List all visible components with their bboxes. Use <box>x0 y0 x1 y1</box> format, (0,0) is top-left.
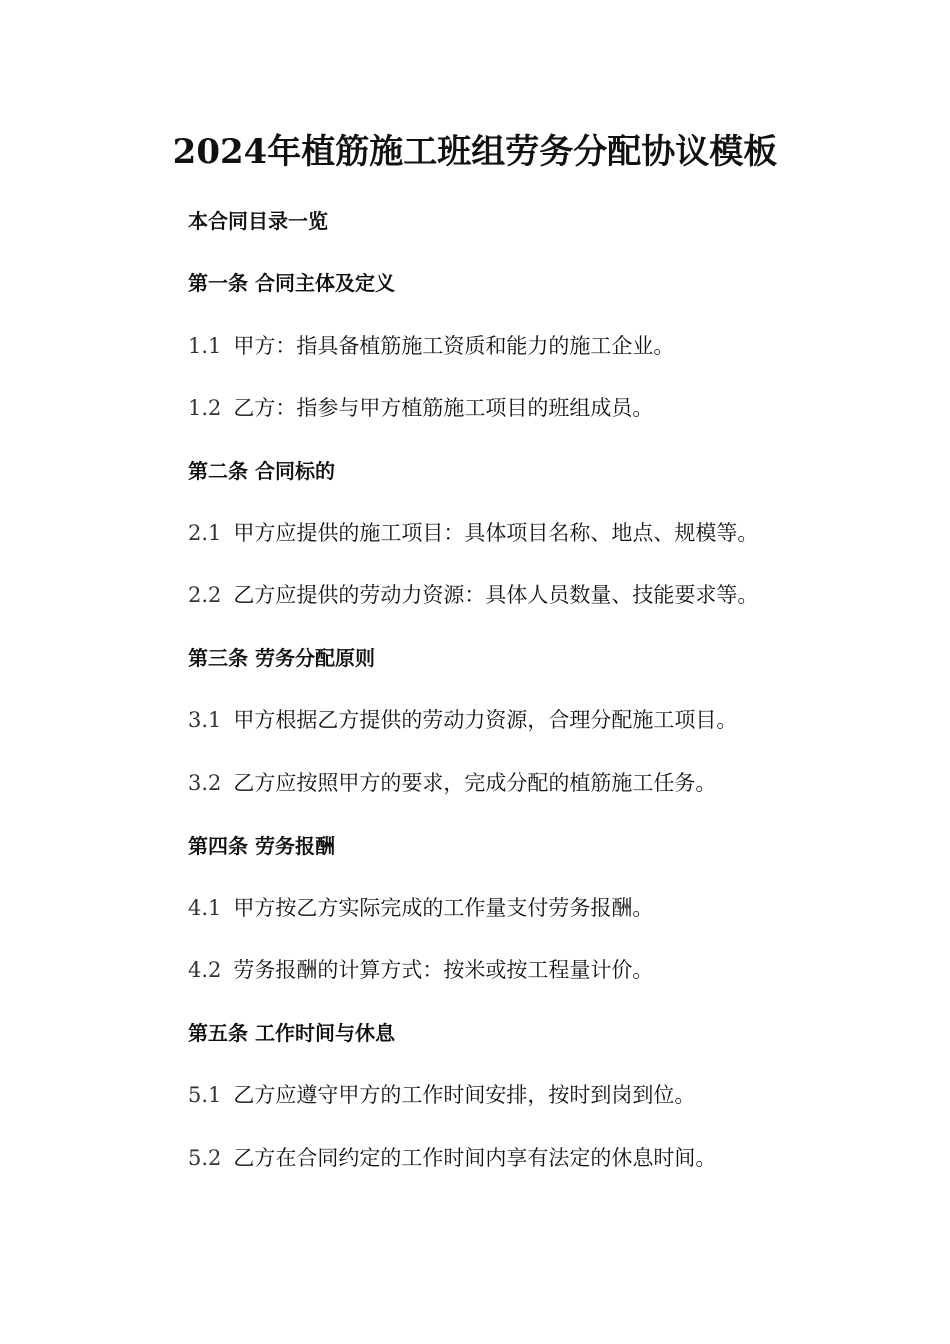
clause-text: 乙方应遵守甲方的工作时间安排，按时到岗到位。 <box>233 1083 696 1107</box>
article-heading: 第一条 合同主体及定义 <box>188 271 395 295</box>
clause-number: 5.2 <box>188 1146 222 1170</box>
clause-text: 乙方应按照甲方的要求，完成分配的植筋施工任务。 <box>233 771 717 795</box>
clause-text: 甲方：指具备植筋施工资质和能力的施工企业。 <box>233 334 675 358</box>
toc-heading: 本合同目录一览 <box>188 209 328 233</box>
clause-line <box>188 331 888 361</box>
clause-number: 5.1 <box>188 1083 222 1107</box>
clause-text: 甲方应提供的施工项目：具体项目名称、地点、规模等。 <box>233 521 759 545</box>
clause-text: 乙方：指参与甲方植筋施工项目的班组成员。 <box>233 396 654 420</box>
clause-line <box>188 580 888 610</box>
clause-text: 劳务报酬的计算方式：按米或按工程量计价。 <box>233 958 654 982</box>
clause-line <box>188 768 888 798</box>
clause-number: 3.2 <box>188 771 222 795</box>
clause-text: 乙方在合同约定的工作时间内享有法定的休息时间。 <box>233 1146 717 1170</box>
clause-line <box>188 518 888 548</box>
clause-number: 4.2 <box>188 958 222 982</box>
clause-text: 甲方根据乙方提供的劳动力资源，合理分配施工项目。 <box>233 708 738 732</box>
clause-number: 2.2 <box>188 583 222 607</box>
article-heading: 第三条 劳务分配原则 <box>188 646 375 670</box>
clause-line <box>188 705 888 735</box>
clause-line <box>188 1143 888 1173</box>
clause-text: 甲方按乙方实际完成的工作量支付劳务报酬。 <box>233 896 654 920</box>
clause-number: 1.2 <box>188 396 222 420</box>
article-heading: 第五条 工作时间与休息 <box>188 1021 395 1045</box>
clause-text: 乙方应提供的劳动力资源：具体人员数量、技能要求等。 <box>233 583 759 607</box>
clause-line <box>188 955 888 985</box>
article-heading: 第四条 劳务报酬 <box>188 834 335 858</box>
document-title: 2024年植筋施工班组劳务分配协议模板 <box>172 132 778 172</box>
article-heading: 第二条 合同标的 <box>188 459 335 483</box>
clause-line <box>188 1080 888 1110</box>
clause-line <box>188 393 888 423</box>
clause-number: 4.1 <box>188 896 222 920</box>
clause-number: 3.1 <box>188 708 222 732</box>
clause-number: 1.1 <box>188 334 222 358</box>
clause-number: 2.1 <box>188 521 222 545</box>
clause-line <box>188 893 888 923</box>
